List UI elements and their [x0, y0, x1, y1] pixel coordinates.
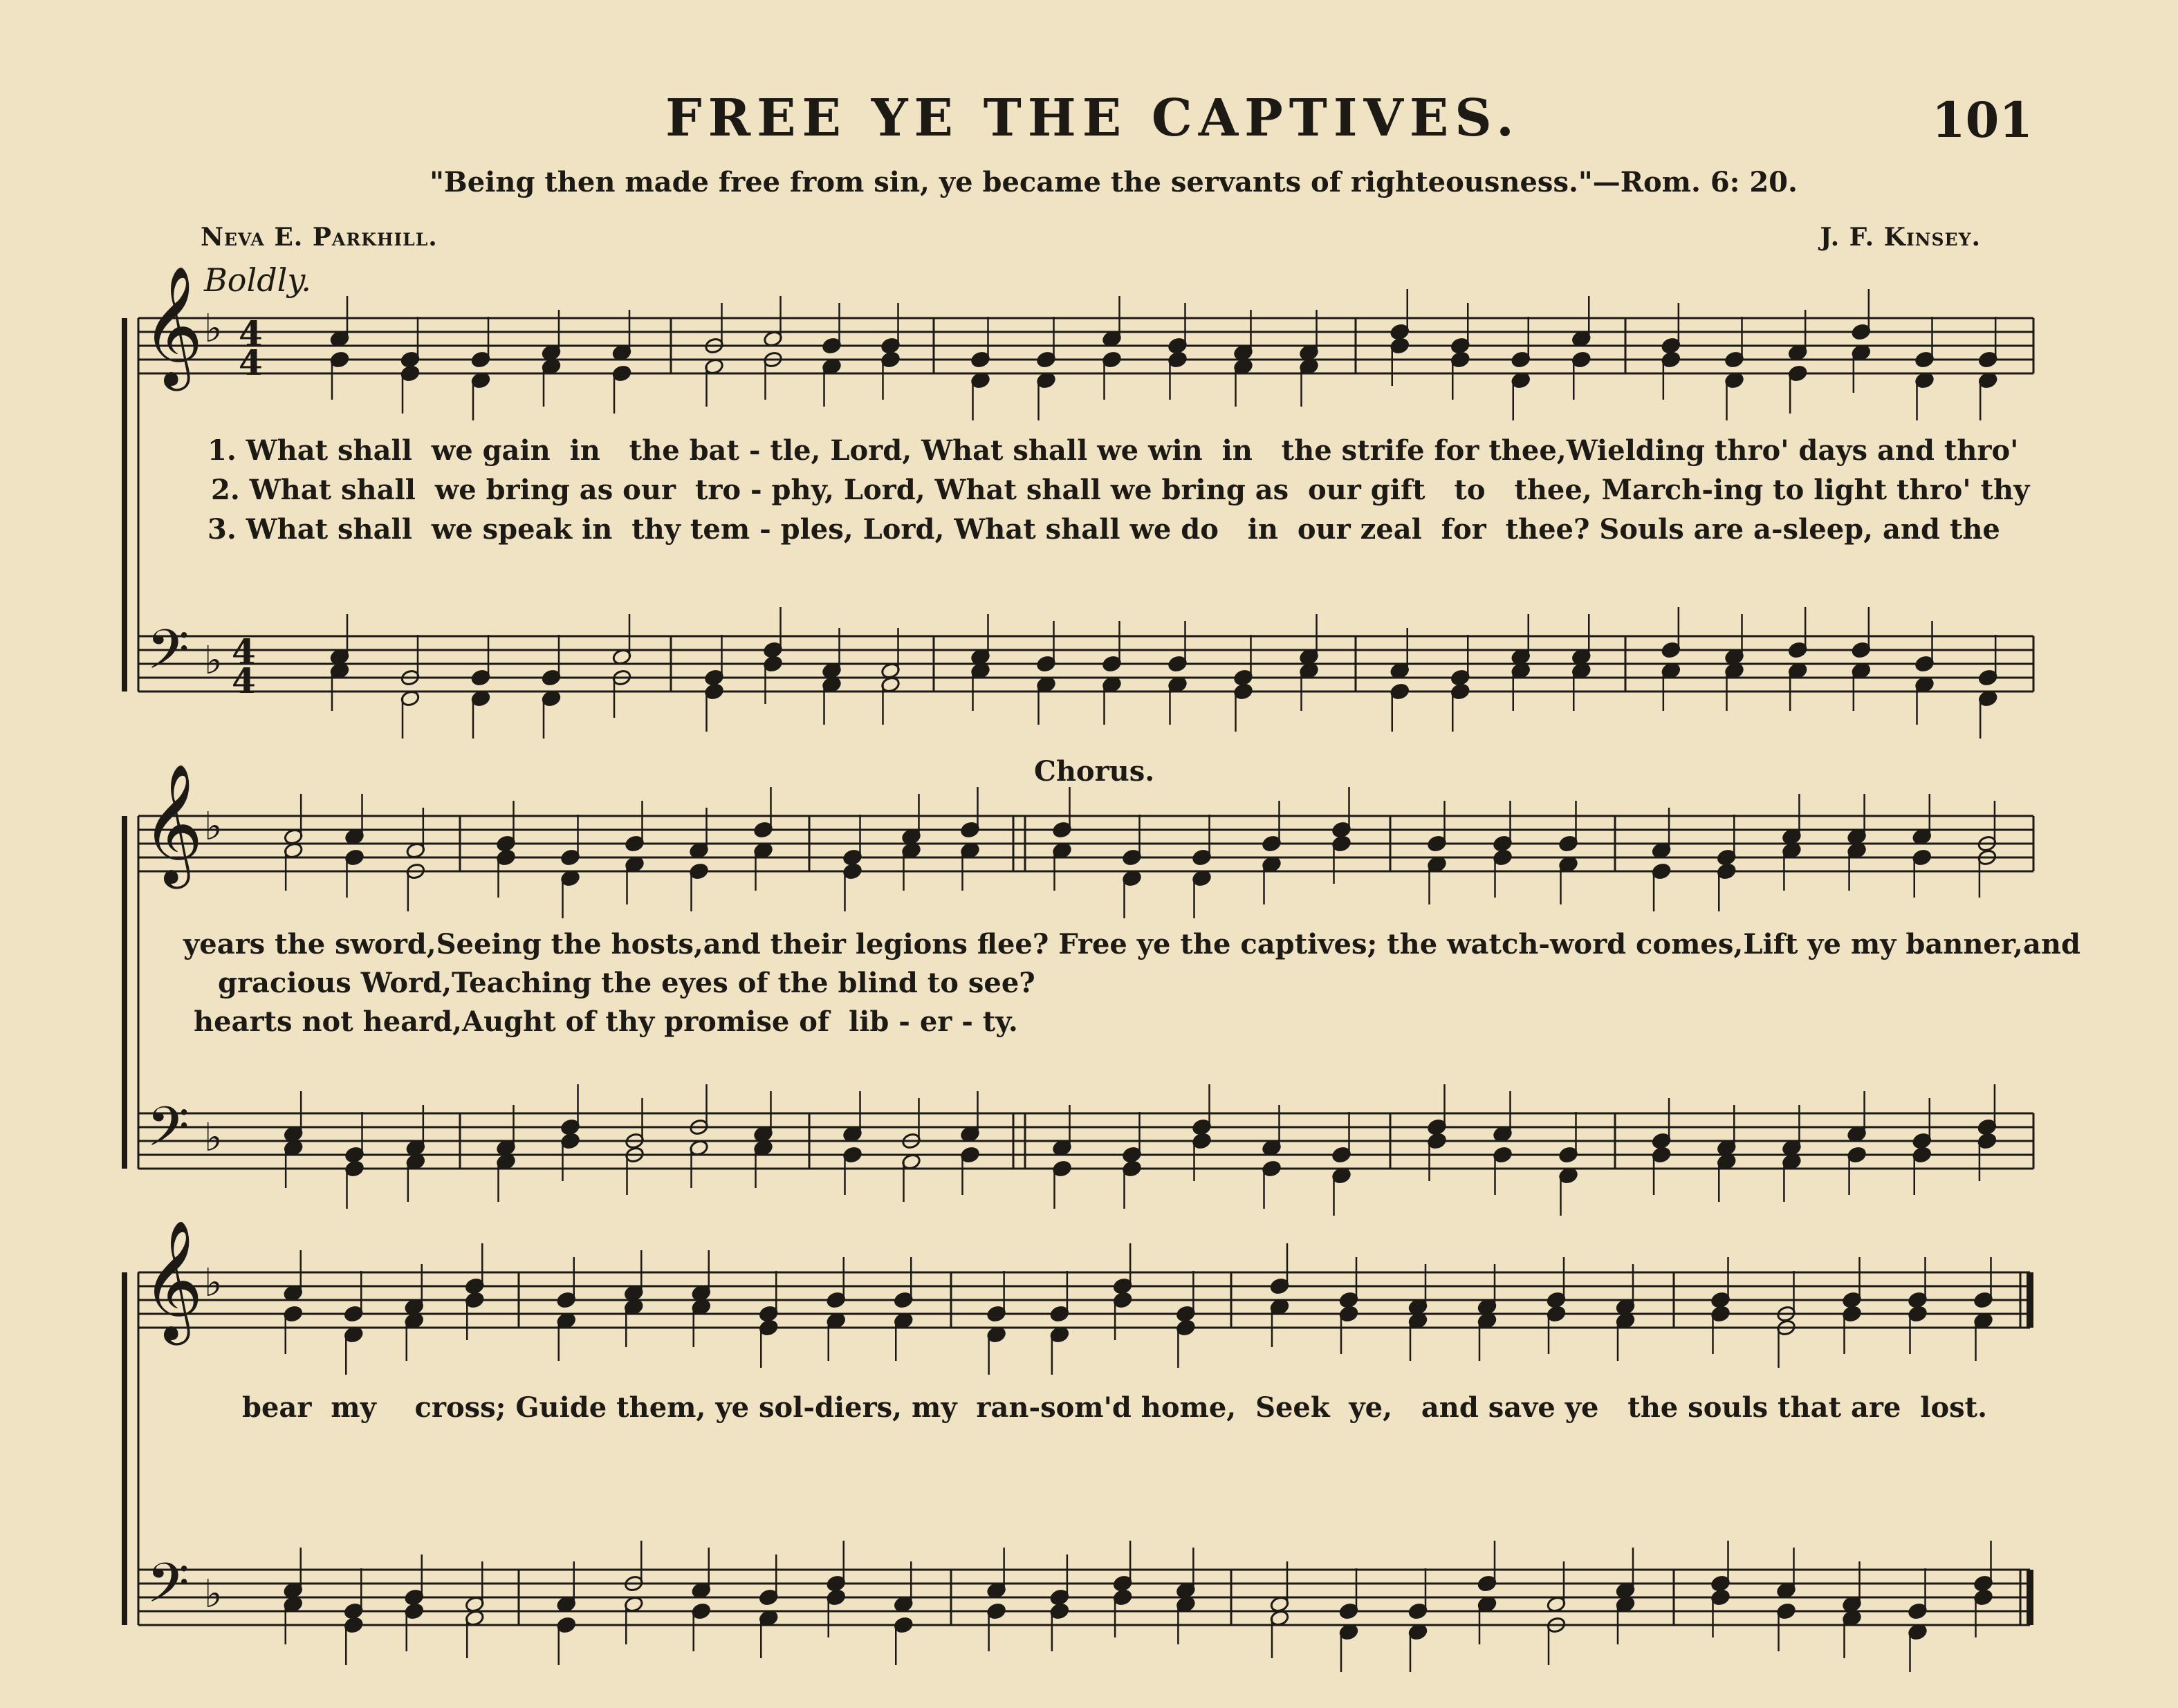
lyric-verse-3-line: 3. What shall we speak in thy tem - ples, Lord, What shall we do in our zeal for thee? Souls are a-sleep, and the	[207, 513, 2000, 546]
treble-clef-icon: 𝄞	[142, 1220, 203, 1340]
lyric-verse-2-continuation: gracious Word,Teaching the eyes of the blind to see?	[218, 967, 1035, 999]
flat-icon: ♭	[204, 306, 223, 351]
flat-icon: ♭	[204, 1572, 223, 1617]
page-number: 101	[1931, 91, 2033, 149]
time-signature-numerator: 4	[232, 631, 256, 672]
hymn-title: FREE YE THE CAPTIVES.	[665, 89, 1520, 148]
flat-icon: ♭	[204, 1115, 223, 1160]
time-signature-denominator: 4	[239, 342, 263, 383]
flat-icon: ♭	[204, 804, 223, 849]
treble-clef-icon: 𝄞	[142, 763, 203, 884]
lyricist-credit: Neva E. Parkhill.	[201, 223, 438, 252]
flat-icon: ♭	[204, 1261, 223, 1306]
treble-clef-icon: 𝄞	[142, 266, 203, 386]
bass-clef-icon: 𝄢	[147, 1551, 190, 1628]
composer-credit: J. F. Kinsey.	[1820, 223, 1981, 252]
time-signature-numerator: 4	[239, 313, 263, 354]
flat-icon: ♭	[204, 638, 223, 683]
tempo-marking: Boldly.	[204, 261, 311, 299]
time-signature-denominator: 4	[232, 660, 256, 701]
lyric-verse-3-continuation: hearts not heard,Aught of thy promise of lib - er - ty.	[194, 1005, 1018, 1038]
lyric-verse-1-continuation: years the sword,Seeing the hosts,and their legions flee? Free ye the captives; the watch-word comes,Lift ye my banner,and	[183, 928, 2080, 960]
lyric-verse-1-line: 1. What shall we gain in the bat - tle, Lord, What shall we win in the strife for thee,Wielding thro' days and thro'	[207, 434, 2019, 467]
lyric-verse-2-line: 2. What shall we bring as our tro - phy, Lord, What shall we bring as our gift to thee, March-ing to light thro' thy	[211, 474, 2030, 506]
chorus-label: Chorus.	[1034, 755, 1155, 788]
scripture-epigraph: "Being then made free from sin, ye became the servants of righteousness."—Rom. 6: 20.	[430, 166, 1798, 198]
bass-clef-icon: 𝄢	[147, 1095, 190, 1172]
bass-clef-icon: 𝄢	[147, 618, 190, 695]
lyric-chorus-line: bear my cross; Guide them, ye sol-diers, my ran-som'd home, Seek ye, and save ye the souls that are lost.	[242, 1391, 1988, 1424]
